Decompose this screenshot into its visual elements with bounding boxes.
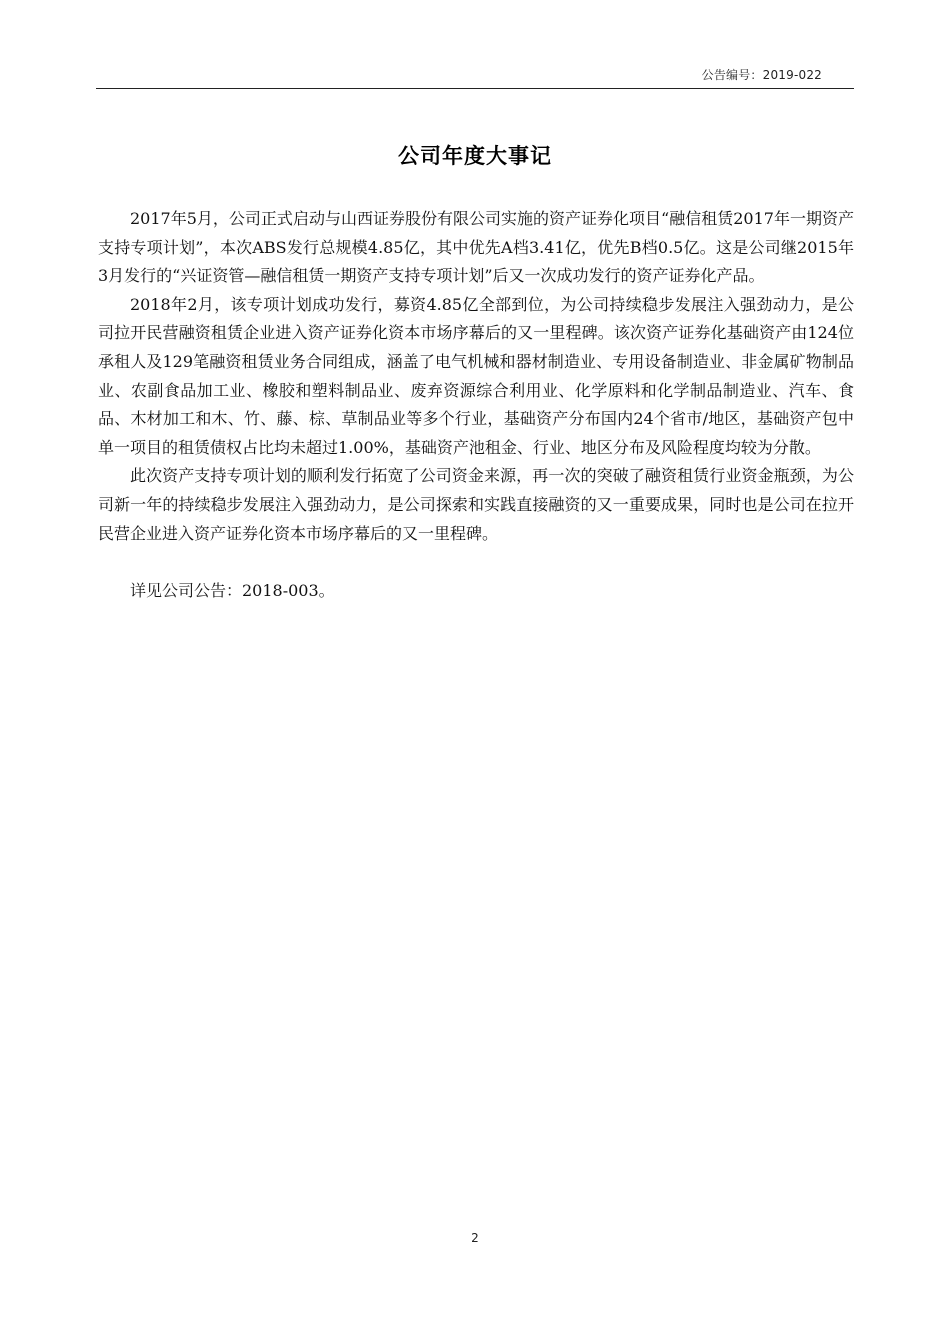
- paragraph-abs-significance: 此次资产支持专项计划的顺利发行拓宽了公司资金来源，再一次的突破了融资租赁行业资金瓶颈，为公司新一年的持续稳步发展注入强劲动力，是公司探索和实践直接融资的又一重要成果，同时也是公司在拉开民营企业进入资产证券化资本市场序幕后的又一里程碑。: [98, 466, 854, 543]
- paragraph-abs-launch: 2017年5月，公司正式启动与山西证券股份有限公司实施的资产证券化项目“融信租赁2017年一期资产支持专项计划”，本次ABS发行总规模4.85亿，其中优先A档3.41亿，优先B档0.5亿。这是公司继2015年3月发行的“兴证资管—融信租赁一期资产支持专项计划”后又一次成功发行的资产证券化产品。: [98, 209, 854, 286]
- paragraph-abs-issuance: 2018年2月，该专项计划成功发行，募资4.85亿全部到位，为公司持续稳步发展注入强劲动力，是公司拉开民营融资租赁企业进入资产证券化资本市场序幕后的又一里程碑。该次资产证券化基础资产由124位承租人及129笔融资租赁业务合同组成，涵盖了电气机械和器材制造业、专用设备制造业、非金属矿物制品业、农副食品加工业、橡胶和塑料制品业、废弃资源综合利用业、化学原料和化学制品制造业、汽车、食品、木材加工和木、竹、藤、棕、草制品业等多个行业，基础资产分布国内24个省市/地区，基础资产包中单一项目的租赁债权占比均未超过1.00%，基础资产池租金、行业、地区分布及风险程度均较为分散。: [98, 294, 854, 457]
- page-number: 2: [471, 1231, 479, 1245]
- header-divider: [96, 88, 854, 89]
- announcement-code: 公告编号：2019-022: [701, 68, 822, 82]
- reference-note: 详见公司公告：2018-003。: [130, 580, 335, 600]
- page-title: 公司年度大事记: [398, 144, 552, 168]
- document-body: [98, 205, 854, 605]
